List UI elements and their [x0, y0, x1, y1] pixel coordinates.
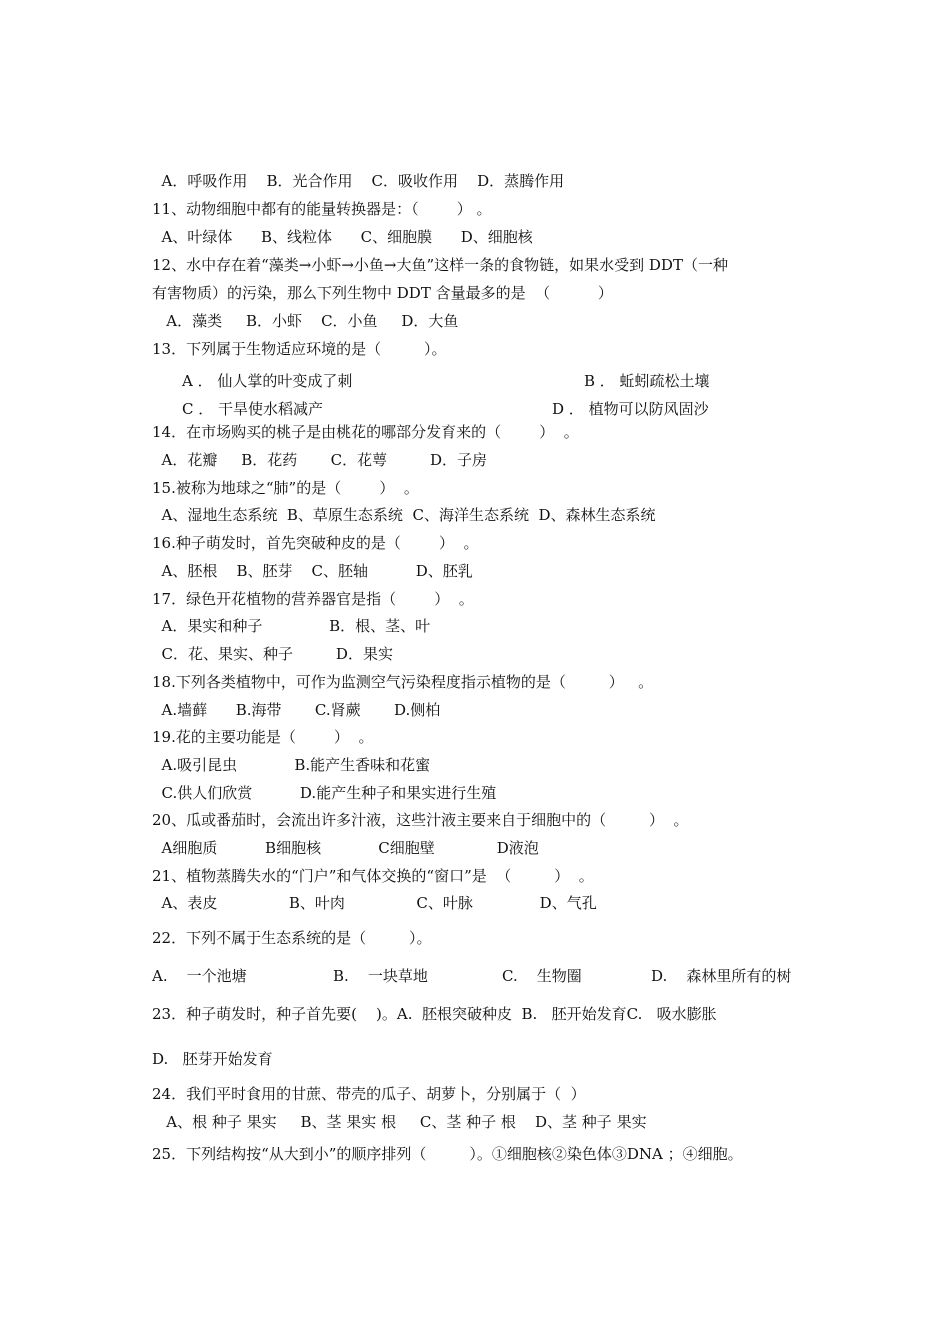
q15-question: 15.被称为地球之“肺”的是（ ） 。	[152, 479, 419, 497]
q22-option-d: D. 森林里所有的树	[651, 967, 792, 985]
q20-question: 20、瓜或番茄时，会流出许多汁液，这些汁液主要来自于细胞中的（ ） 。	[152, 811, 689, 829]
q24-options: A、根 种子 果实 B、茎 果实 根 C、茎 种子 根 D、茎 种子 果实	[152, 1113, 647, 1131]
q12-options: A．藻类 B．小虾 C．小鱼 D．大鱼	[152, 312, 459, 330]
q11-question: 11、动物细胞中都有的能量转换器是：（ ） 。	[152, 200, 492, 218]
q13-question: 13．下列属于生物适应环境的是（ ）。	[152, 340, 447, 358]
q17-question: 17．绿色开花植物的营养器官是指（ ） 。	[152, 590, 474, 608]
q17-options-row1: A．果实和种子 B．根、茎、叶	[152, 617, 431, 635]
q14-options: A．花瓣 B．花药 C．花萼 D．子房	[152, 451, 488, 469]
q21-question: 21、植物蒸腾失水的“门户”和气体交换的“窗口”是 （ ） 。	[152, 867, 594, 885]
q18-options: A.墙藓 B.海带 C.肾蕨 D.侧柏	[152, 701, 441, 719]
q13-option-b: B ． 蚯蚓疏松土壤	[584, 372, 710, 390]
q22-option-b: B. 一块草地	[333, 967, 428, 985]
q13-option-a: A ． 仙人掌的叶变成了刺	[182, 372, 353, 390]
q22-question: 22．下列不属于生态系统的是（ ）。	[152, 929, 432, 947]
q21-options: A、表皮 B、叶肉 C、叶脉 D、气孔	[152, 894, 597, 912]
q15-options: A、湿地生态系统 B、草原生态系统 C、海洋生态系统 D、森林生态系统	[152, 506, 656, 524]
q22-option-a: A. 一个池塘	[152, 967, 247, 985]
q16-question: 16.种子萌发时，首先突破种皮的是（ ） 。	[152, 534, 479, 552]
q23-question-line2: D. 胚芽开始发育	[152, 1050, 273, 1068]
q14-question: 14．在市场购买的桃子是由桃花的哪部分发育来的（ ） 。	[152, 423, 579, 441]
q13-option-d: D ． 植物可以防风固沙	[552, 400, 709, 418]
q10-options: A．呼吸作用 B．光合作用 C．吸收作用 D．蒸腾作用	[152, 172, 565, 190]
q12-question-line1: 12、水中存在着“藻类→小虾→小鱼→大鱼”这样一条的食物链，如果水受到 DDT（一种	[152, 256, 728, 274]
q24-question: 24．我们平时食用的甘蔗、带壳的瓜子、胡萝卜，分别属于（ ）	[152, 1085, 586, 1103]
q25-question: 25．下列结构按“从大到小”的顺序排列（ ）。①细胞核②染色体③DNA ；④细胞。	[152, 1145, 743, 1163]
q23-question-line1: 23．种子萌发时，种子首先要( )。A. 胚根突破种皮 B. 胚开始发育C. 吸水膨胀	[152, 1005, 717, 1023]
q22-option-c: C. 生物圈	[502, 967, 582, 985]
q18-question: 18.下列各类植物中，可作为监测空气污染程度指示植物的是（ ） 。	[152, 673, 654, 691]
q19-options-row2: C.供人们欣赏 D.能产生种子和果实进行生殖	[152, 784, 497, 802]
q19-options-row1: A.吸引昆虫 B.能产生香味和花蜜	[152, 756, 431, 774]
q19-question: 19.花的主要功能是（ ） 。	[152, 728, 374, 746]
q13-option-c: C ． 干旱使水稻减产	[182, 400, 324, 418]
q16-options: A、胚根 B、胚芽 C、胚轴 D、胚乳	[152, 562, 473, 580]
q12-question-line2: 有害物质）的污染，那么下列生物中 DDT 含量最多的是 （ ）	[152, 284, 613, 302]
q17-options-row2: C．花、果实、种子 D．果实	[152, 645, 393, 663]
q11-options: A、叶绿体 B、线粒体 C、细胞膜 D、细胞核	[152, 228, 533, 246]
q20-options: A细胞质 B细胞核 C细胞壁 D液泡	[152, 839, 539, 857]
